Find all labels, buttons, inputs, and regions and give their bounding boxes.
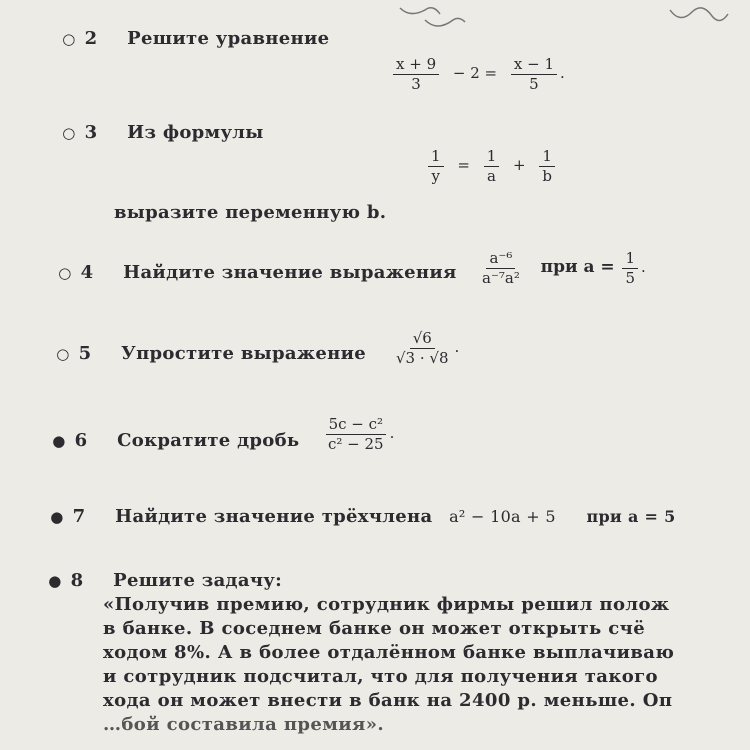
problem-text: Решите задачу:	[113, 570, 283, 591]
formula-3: $\frac{1}{y}$ = $\frac{1}{a}$ + $\frac{1}{b}$	[425, 148, 558, 184]
problem-number: 2	[84, 28, 98, 49]
problem-6	[50, 430, 299, 451]
problem-number: 8	[70, 570, 84, 591]
task-line-2: в банке. В соседнем банке он может открыть счё	[103, 618, 646, 639]
problem-marker: ●	[50, 508, 64, 526]
problem-suffix: при a = 5	[586, 507, 676, 526]
task-line-1: «Получив премию, сотрудник фирмы решил полож	[103, 594, 670, 615]
problem-number: 7	[72, 506, 86, 527]
task-line-6: …бой составила премия».	[103, 714, 385, 735]
problem-number: 3	[84, 122, 98, 143]
problem-marker: ○	[62, 30, 76, 48]
fraction-left: $\frac{x + 9}{3}$	[393, 56, 439, 92]
problem-8	[46, 570, 282, 591]
handwriting-scribble	[380, 0, 750, 40]
task-line-4: и сотрудник подсчитал, что для получения такого	[103, 666, 658, 687]
fraction-6: $\frac{\text{5c − c²}}{\text{c² − 25}}$ .	[322, 416, 394, 452]
problem-number: 5	[78, 343, 92, 364]
problem-text: Найдите значение трёхчлена	[115, 506, 433, 527]
problem-marker: ○	[58, 264, 72, 282]
problem-text: Из формулы	[127, 122, 264, 143]
problem-5	[54, 343, 366, 364]
problem-marker: ○	[62, 124, 76, 142]
problem-marker: ○	[56, 345, 70, 363]
trinomial-expression: a² − 10a + 5	[449, 507, 556, 526]
problem-text: Упростите выражение	[121, 343, 366, 364]
expression-4: $\frac{\text{a⁻⁶}}{\text{a⁻⁷a²}}$ при a = $\frac{1}{5}$ .	[482, 249, 646, 287]
expression-5: $\frac{√6}{√3 \cdot √8}$ .	[396, 329, 460, 367]
problem-text: Найдите значение выражения	[123, 262, 457, 283]
problem-text: Сократите дробь	[117, 430, 300, 451]
problem-number: 6	[74, 430, 88, 451]
problem-3-continuation: выразите переменную b.	[114, 202, 387, 223]
problem-3	[60, 122, 264, 143]
problem-marker: ●	[52, 432, 66, 450]
problem-number: 4	[80, 262, 94, 283]
fraction-right: $\frac{x - 1}{5}$	[511, 56, 557, 92]
problem-7	[48, 506, 676, 527]
problem-4	[56, 262, 457, 283]
task-line-3: ходом 8%. А в более отдалённом банке выплачиваю	[103, 642, 675, 663]
task-line-5: хода он может внести в банк на 2400 р. меньше. Оп	[103, 690, 673, 711]
problem-2	[60, 28, 329, 49]
equation-2: $\frac{x + 9}{3}$ − 2 = $\frac{x - 1}{5}$ .	[390, 56, 565, 92]
problem-marker: ●	[48, 572, 62, 590]
problem-text: Решите уравнение	[127, 28, 330, 49]
